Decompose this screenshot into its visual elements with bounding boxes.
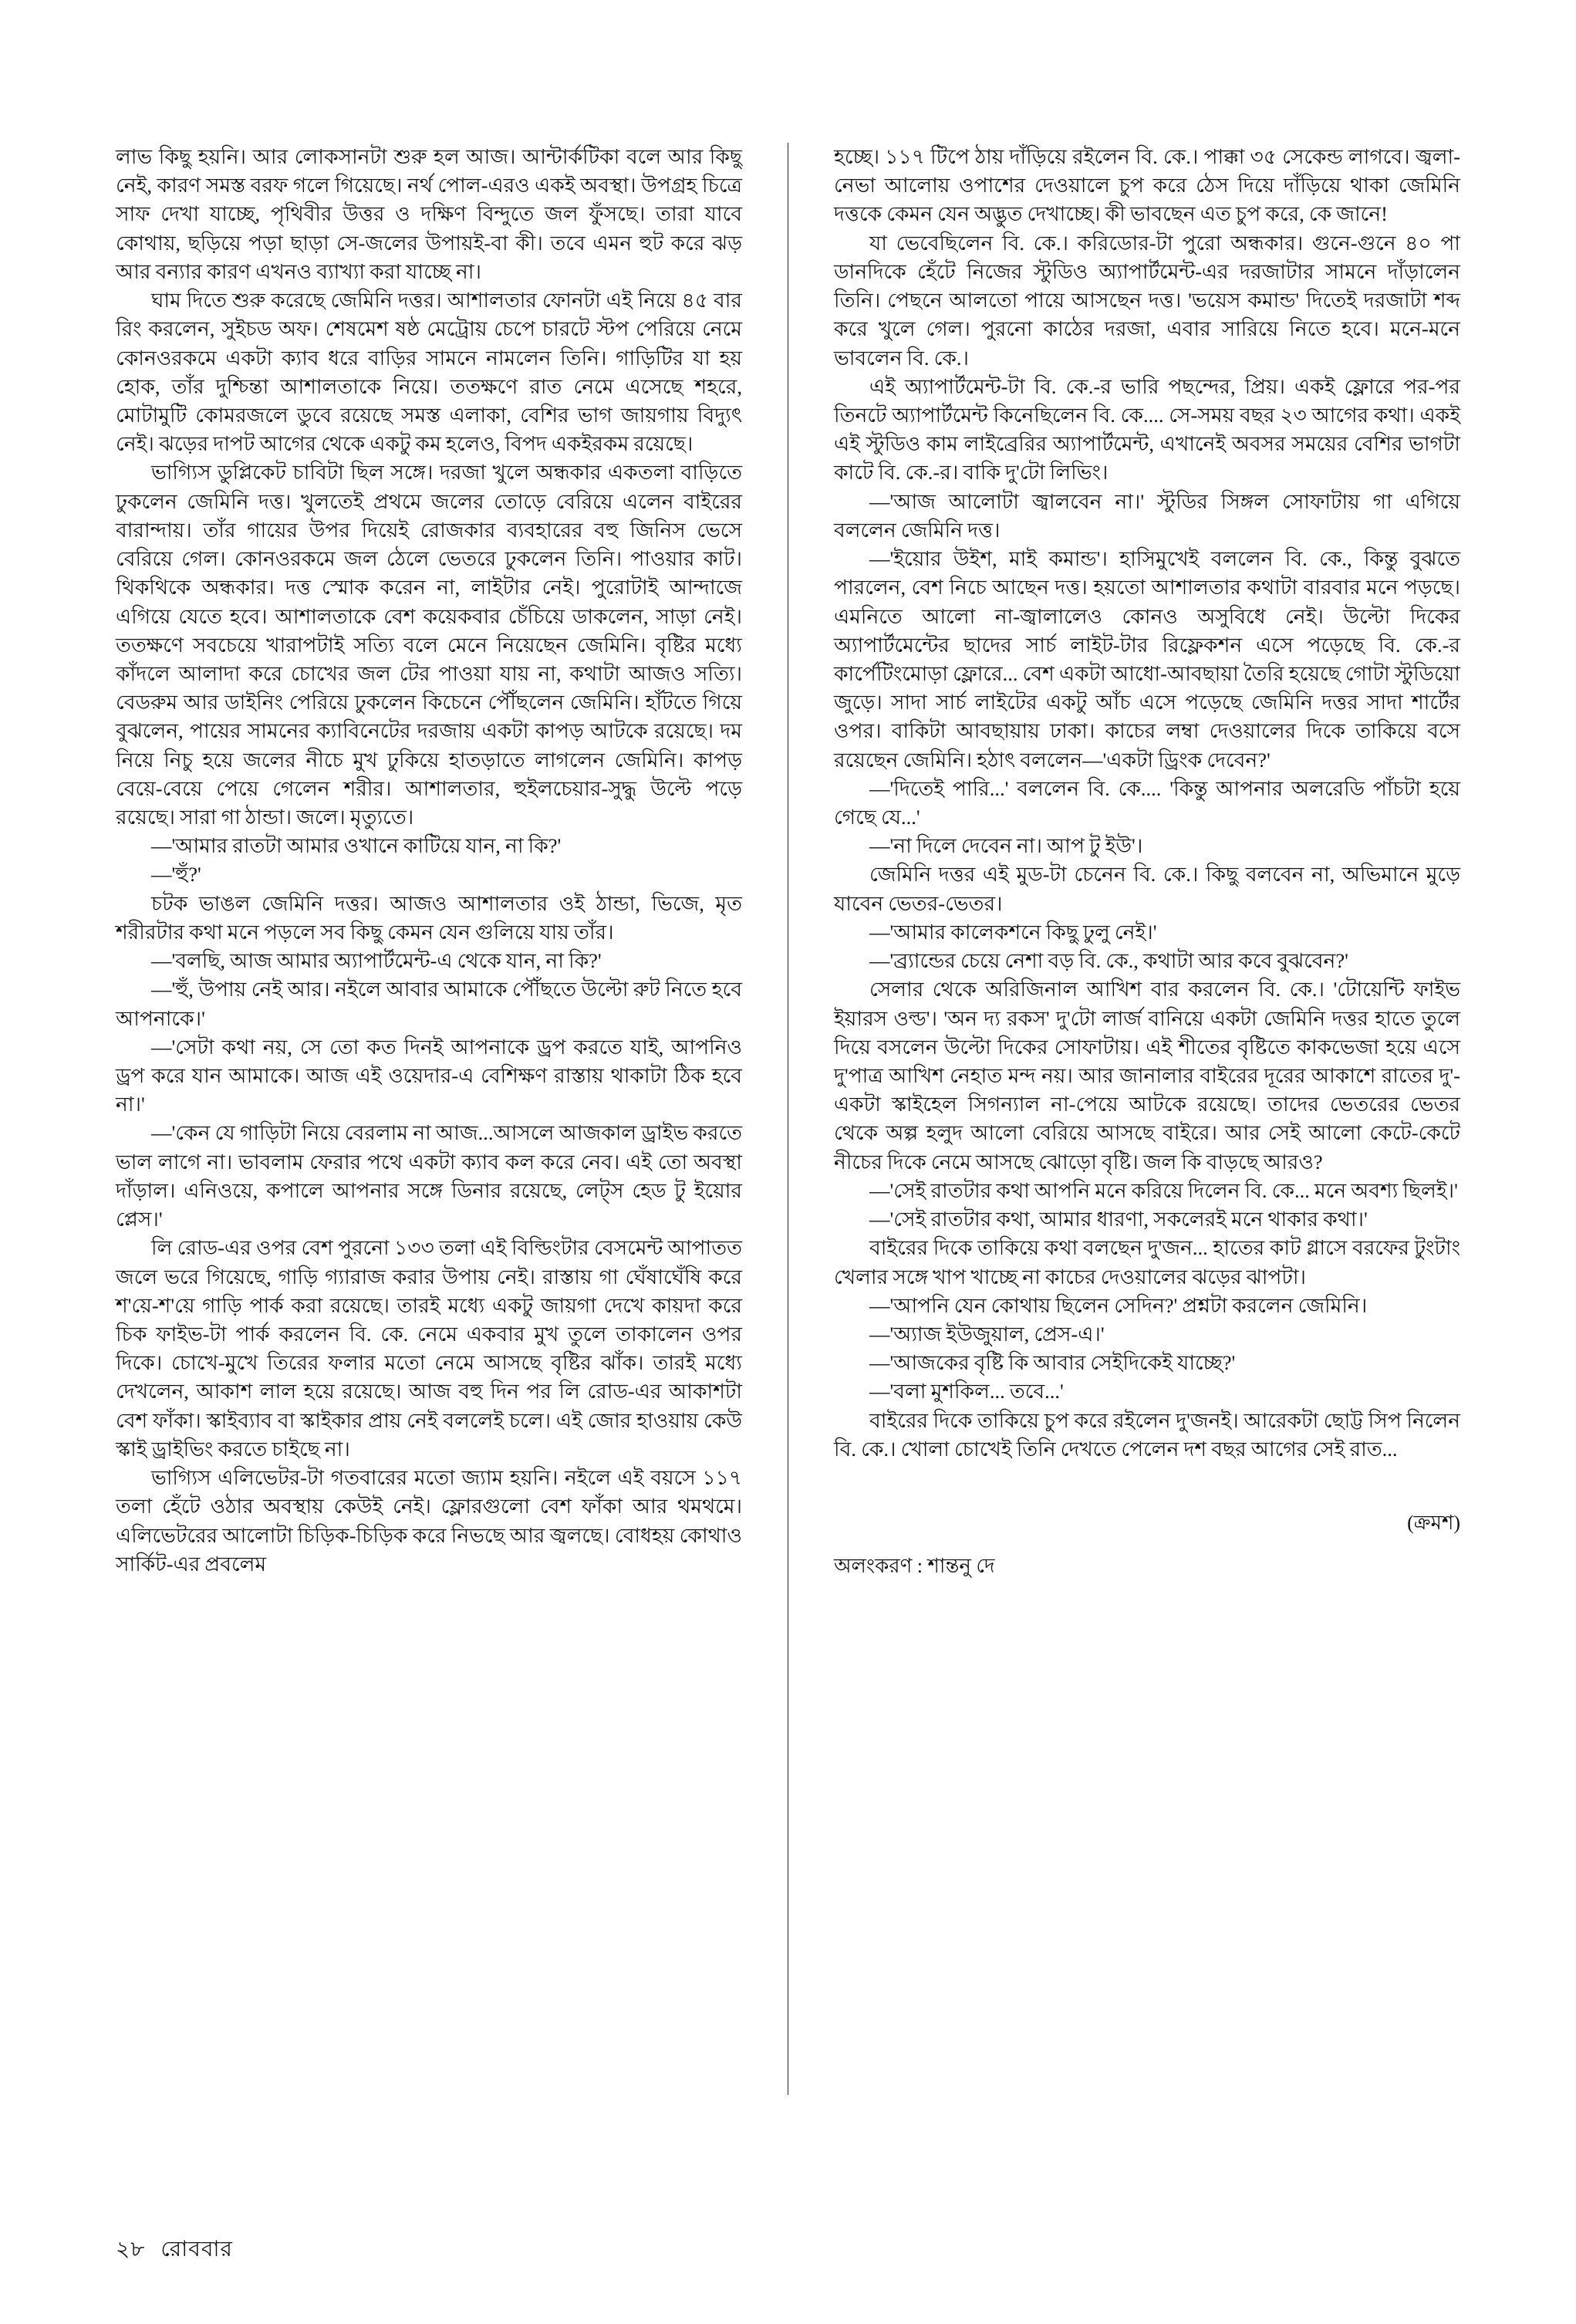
dialogue-line: —'বলছি, আজ আমার অ্যাপার্টমেন্ট-এ থেকে যান, না কি?': [151, 949, 602, 973]
page-number: ২৮: [116, 2238, 146, 2262]
dialogue-line: —'আমার রাতটা আমার ওখানে কাটিয়ে যান, না কি?': [151, 834, 562, 858]
dialogue-line: —'দিতেই পারি...' বললেন বি. কে.... 'কিন্তু আপনার অলরেডি পাঁচটা হয়ে গেছে যে...': [834, 776, 1460, 829]
paragraph: ভাগ্যিস ডুপ্লিকেট চাবিটা ছিল সঙ্গে। দরজা খুলে অন্ধকার একতলা বাড়িতে ঢুকলেন জেমিনি দত্ত। খুলতেই প্রথমে জলের তোড়ে বেরিয়ে এলেন বাইরের বারান্দায়। তাঁর গায়ের উপর দিয়েই রোজকার ব্যবহারের বহু জিনিস ভেসে বেরিয়ে গেল। কোনওরকমে জল ঠেলে ভেতরে ঢুকলেন তিনি। পাওয়ার কাট। থিকথিকে অন্ধকার। দত্ত স্মোক করেন না, লাইটার নেই। পুরোটাই আন্দাজে এগিয়ে যেতে হবে। আশালতাকে বেশ কয়েকবার চেঁচিয়ে ডাকলেন, সাড়া নেই। ততক্ষণে সবচেয়ে খারাপটাই সত্যি বলে মেনে নিয়েছেন জেমিনি। বৃষ্টির মধ্যে কাঁদলে আলাদা করে চোখের জল টের পাওয়া যায় না, কথাটা আজও সত্যি। বেডরুম আর ডাইনিং পেরিয়ে ঢুকলেন কিচেনে পৌঁছলেন জেমিনি। হাঁটতে গিয়ে বুঝলেন, পায়ের সামনের ক্যাবিনেটের দরজায় একটা কাপড় আটকে রয়েছে। দম নিয়ে নিচু হয়ে জলের নীচে মুখ ঢুকিয়ে হাতড়াতে লাগলেন জেমিনি। কাপড় বেয়ে-বেয়ে পেয়ে গেলেন শরীর। আশালতার, হুইলচেয়ার-সুদ্ধু উল্টে পড়ে রয়েছে। সারা গা ঠান্ডা। জলে। মৃত্যুতে।: [116, 461, 742, 829]
dialogue-line: —'সেটা কথা নয়, সে তো কত দিনই আপনাকে ড্রপ করতে যাই, আপনিও ড্রপ করে যান আমাকে। আজ এই ওয়েদার-এ বেশিক্ষণ রাস্তায় থাকাটা ঠিক হবে না।': [116, 1035, 742, 1116]
dialogue-line: —'হুঁ, উপায় নেই আর। নইলে আবার আমাকে পৌঁছতে উল্টো রুট নিতে হবে আপনাকে।': [116, 978, 742, 1030]
paragraph: লি রোড-এর ওপর বেশ পুরনো ১৩৩ তলা এই বিল্ডিংটার বেসমেন্ট আপাতত জলে ভরে গিয়েছে, গাড়ি গ্যারাজ করার উপায় নেই। রাস্তায় গা ঘেঁষাঘেঁষি করে শ'য়ে-শ'য়ে গাড়ি পার্ক করা রয়েছে। তারই মধ্যে একটু জায়গা দেখে কায়দা করে চিক ফাইভ-টা পার্ক করলেন বি. কে. নেমে একবার মুখ তুলে তাকালেন ওপর দিকে। চোখে-মুখে তিরের ফলার মতো নেমে আসছে বৃষ্টির ঝাঁক। তারই মধ্যে দেখলেন, আকাশ লাল হয়ে রয়েছে। আজ বহু দিন পর লি রোড-এর আকাশটা বেশ ফাঁকা। স্কাইব্যাব বা স্কাইকার প্রায় নেই বললেই চলে। এই জোর হাওয়ায় কেউ স্কাই ড্রাইভিং করতে চাইছে না।: [116, 1236, 742, 1461]
illustration-credit: অলংকরণ : শান্তনু দে: [834, 1554, 995, 1577]
paragraph: বাইরের দিকে তাকিয়ে চুপ করে রইলেন দু'জনই। আরেকটা ছোট্ট সিপ নিলেন বি. কে.। খোলা চোখেই তিনি দেখতে পেলেন দশ বছর আগের সেই রাত...: [834, 1408, 1460, 1461]
right-column: [820, 143, 1460, 1580]
dialogue-line: —'আজ আলোটা জ্বালবেন না।' স্টুডির সিঙ্গল সোফাটায় গা এগিয়ে বললেন জেমিনি দত্ত।: [834, 489, 1460, 542]
dialogue-line: —'কেন যে গাড়িটা নিয়ে বেরলাম না আজ...আসলে আজকাল ড্রাইভ করতে ভাল লাগে না। ভাবলাম ফেরার পথে একটা ক্যাব কল করে নেব। এই তো অবস্থা দাঁড়াল। এনিওয়ে, কপালে আপনার সঙ্গে ডিনার রয়েছে, লেট্স হেড টু ইয়োর প্লেস।': [116, 1121, 742, 1231]
continuation-note: (ক্রমশ): [1407, 1512, 1460, 1535]
dialogue-line: —'আজকের বৃষ্টি কি আবার সেইদিকেই যাচ্ছে?': [869, 1351, 1236, 1375]
paragraph: জেমিনি দত্তর এই মুড-টা চেনেন বি. কে.। কিছু বলবেন না, অভিমানে মুড়ে যাবেন ভেতর-ভেতর।: [834, 863, 1460, 915]
publication-name: রোববার: [160, 2238, 233, 2262]
paragraph: বাইরের দিকে তাকিয়ে কথা বলছেন দু'জন... হাতের কাট গ্লাসে বরফের টুংটাং খেলার সঙ্গে খাপ খাচ্ছে না কাচের দেওয়ালের ঝড়ের ঝাপটা।: [834, 1236, 1460, 1289]
paragraph: ভাগ্যিস এলিভেটর-টা গতবারের মতো জ্যাম হয়নি। নইলে এই বয়সে ১১৭ তলা হেঁটে ওঠার অবস্থায় কেউই নেই। ফ্লোরগুলো বেশ ফাঁকা আর থমথমে। এলিভেটরের আলোটা চিড়িক-চিড়িক করে নিভছে আর জ্বলছে। বোধহয় কোথাও সার্কিট-এর প্রবলেম: [116, 1466, 742, 1576]
paragraph: সেলার থেকে অরিজিনাল আখিশ বার করলেন বি. কে.। 'টোয়েন্টি ফাইভ ইয়ারস ওল্ড'। 'অন দ্য রকস' দু'টো লার্জ বানিয়ে একটা জেমিনি দত্তর হাতে তুলে দিয়ে বসলেন উল্টো দিকের সোফাটায়। এই শীতের বৃষ্টিতে কাকভেজা হয়ে এসে দু'পাত্র আখিশ নেহাত মন্দ নয়। আর জানালার বাইরের দূরের আকাশে রাতের দু'-একটা স্কাইহেল সিগন্যাল না-পেয়ে আটকে রয়েছে। তাদের ভেতরের ভেতর থেকে অল্প হলুদ আলো বেরিয়ে আসছে বাইরে। আর সেই আলো কেটে-কেটে নীচের দিকে নেমে আসছে ঝোড়ো বৃষ্টি। জল কি বাড়ছে আরও?: [834, 978, 1460, 1174]
dialogue-line: —'ইয়োর উইশ, মাই কমান্ড'। হাসিমুখেই বললেন বি. কে., কিন্তু বুঝতে পারলেন, বেশ নিচে আছেন দত্ত। হয়তো আশালতার কথাটা বারবার মনে পড়ছে। এমনিতে আলো না-জ্বালালেও কোনও অসুবিধে নেই। উল্টো দিকের অ্যাপার্টমেন্টের ছাদের সার্চ লাইট-টার রিফ্লেকশন এসে পড়েছে বি. কে.-র কার্পেটিংমোড়া ফ্লোরে... বেশ একটা আধো-আবছায়া তৈরি হয়েছে গোটা স্টুডিয়ো জুড়ে। সাদা সার্চ লাইটের একটু আঁচ এসে পড়েছে জেমিনি দত্তর সাদা শার্টের ওপর। বাকিটা আবছায়ায় ঢাকা। কাচের লম্বা দেওয়ালের দিকে তাকিয়ে বসে রয়েছেন জেমিনি। হঠাৎ বললেন—'একটা ড্রিংক দেবেন?': [834, 547, 1460, 772]
left-column: [116, 143, 756, 1579]
dialogue-line: —'আপনি যেন কোথায় ছিলেন সেদিন?' প্রশ্নটা করলেন জেমিনি।: [869, 1293, 1368, 1317]
dialogue-line: —'বলা মুশকিল... তবে...': [869, 1380, 1064, 1404]
paragraph: হচ্ছে। ১১৭ টিপে ঠায় দাঁড়িয়ে রইলেন বি. কে.। পাক্কা ৩৫ সেকেন্ড লাগবে। জ্বলা-নেভা আলোয় ওপাশের দেওয়ালে চুপ করে ঠেস দিয়ে দাঁড়িয়ে থাকা জেমিনি দত্তকে কেমন যেন অদ্ভুত দেখাচ্ছে। কী ভাবছেন এত চুপ করে, কে জানে!: [834, 145, 1460, 226]
paragraph: এই অ্যাপার্টমেন্ট-টা বি. কে.-র ভারি পছন্দের, প্রিয়। একই ফ্লোরে পর-পর তিনটে অ্যাপার্টমেন্ট কিনেছিলেন বি. কে.... সে-সময় বছর ২৩ আগের কথা। একই এই স্টুডিও কাম লাইব্রেরির অ্যাপার্টমেন্ট, এখানেই অবসর সময়ের বেশির ভাগটা কাটে বি. কে.-র। বাকি দু'টো লিভিং।: [834, 374, 1460, 485]
dialogue-line: —'সেই রাতটার কথা, আমার ধারণা, সকলেরই মনে থাকার কথা।': [869, 1208, 1368, 1231]
dialogue-line: —'আমার কালেকশনে কিছু ঢুলু নেই।': [869, 920, 1157, 944]
page-footer: [116, 2232, 233, 2268]
dialogue-line: —'না দিলে দেবেন না। আপ টু ইউ'।: [869, 834, 1143, 858]
dialogue-line: —'হুঁ?': [151, 863, 201, 887]
paragraph: ঘাম দিতে শুরু করেছে জেমিনি দত্তর। আশালতার ফোনটা এই নিয়ে ৪৫ বার রিং করলেন, সুইচড অফ। শেষমেশ ষষ্ঠ মেট্রোয় চেপে চারটে স্টপ পেরিয়ে নেমে কোনওরকমে একটা ক্যাব ধরে বাড়ির সামনে নামলেন তিনি। গাড়িটির যা হয় হোক, তাঁর দুশ্চিন্তা আশালতাকে নিয়ে। ততক্ষণে রাত নেমে এসেছে শহরে, মোটামুটি কোমরজলে ডুবে রয়েছে সমস্ত এলাকা, বেশির ভাগ জায়গায় বিদ্যুৎ নেই। ঝড়ের দাপট আগের থেকে একটু কম হলেও, বিপদ একইরকম রয়েছে।: [116, 289, 742, 456]
dialogue-line: —'ব্র্যান্ডের চেয়ে নেশা বড় বি. কে., কথাটা আর কবে বুঝবেন?': [869, 949, 1348, 973]
paragraph: যা ভেবেছিলেন বি. কে.। করিডোর-টা পুরো অন্ধকার। গুনে-গুনে ৪০ পা ডানদিকে হেঁটে নিজের স্টুডিও অ্যাপার্টমেন্ট-এর দরজাটার সামনে দাঁড়ালেন তিনি। পেছনে আলতো পায়ে আসছেন দত্ত। 'ভয়েস কমান্ড' দিতেই দরজাটা শব্দ করে খুলে গেল। পুরনো কাঠের দরজা, এবার সারিয়ে নিতে হবে। মনে-মনে ভাবলেন বি. কে.।: [834, 231, 1460, 370]
dialogue-line: —'অ্যাজ ইউজুয়াল, প্রেস-এ।': [869, 1322, 1105, 1346]
dialogue-line: —'সেই রাতটার কথা আপনি মনে করিয়ে দিলেন বি. কে... মনে অবশ্য ছিলই।': [869, 1178, 1458, 1202]
paragraph: লাভ কিছু হয়নি। আর লোকসানটা শুরু হল আজ। আন্টার্কটিকা বলে আর কিছু নেই, কারণ সমস্ত বরফ গলে গিয়েছে। নর্থ পোল-এরও একই অবস্থা। উপগ্রহ চিত্রে সাফ দেখা যাচ্ছে, পৃথিবীর উত্তর ও দক্ষিণ বিন্দুতে জল ফুঁসছে। তারা যাবে কোথায়, ছড়িয়ে পড়া ছাড়া সে-জলের উপায়ই-বা কী। তবে এমন হুট করে ঝড় আর বন্যার কারণ এখনও ব্যাখ্যা করা যাচ্ছে না।: [116, 145, 742, 283]
paragraph: চটক ভাঙল জেমিনি দত্তর। আজও আশালতার ওই ঠান্ডা, ভিজে, মৃত শরীরটার কথা মনে পড়লে সব কিছু কেমন যেন গুলিয়ে যায় তাঁর।: [116, 891, 742, 944]
two-column-body: [116, 143, 1460, 2126]
